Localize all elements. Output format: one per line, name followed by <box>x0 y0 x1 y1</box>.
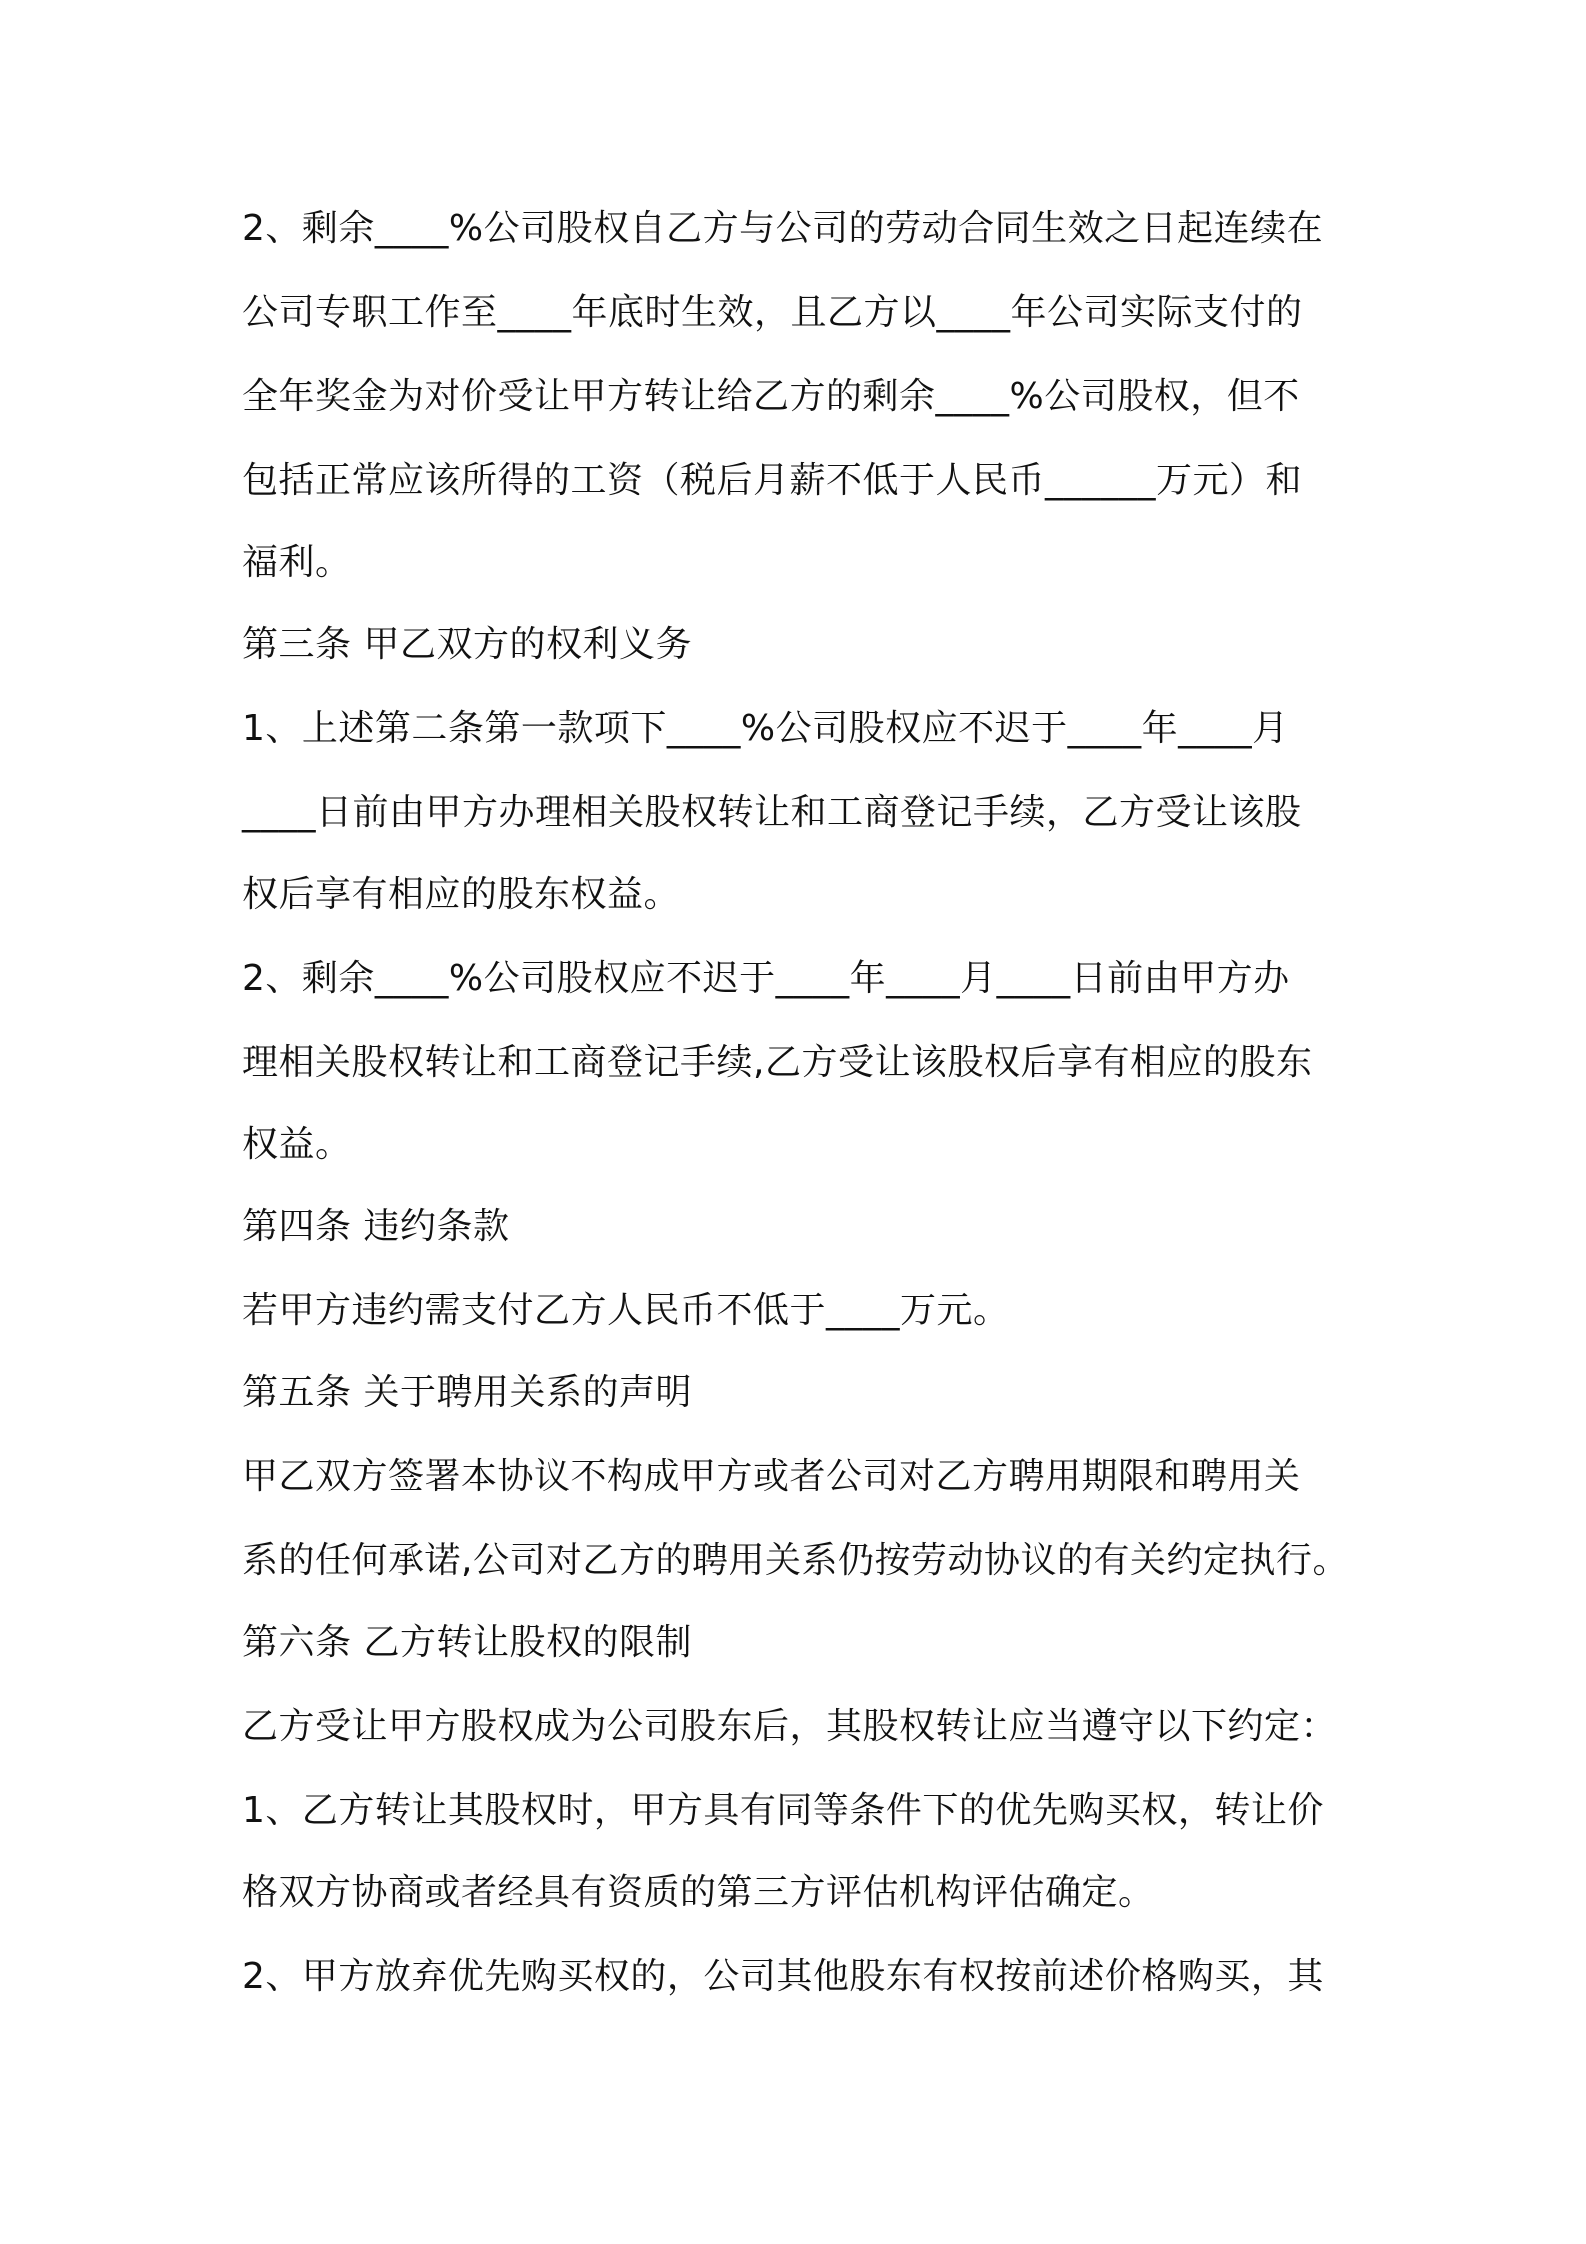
paragraph-line: 2、剩余____%公司股权应不迟于____年____月____日前由甲方办 <box>242 958 1290 999</box>
paragraph-line: 权后享有相应的股东权益。 <box>242 874 681 915</box>
paragraph-line: 若甲方违约需支付乙方人民币不低于____万元。 <box>242 1290 1010 1331</box>
paragraph-line: 甲乙双方签署本协议不构成甲方或者公司对乙方聘用期限和聘用关 <box>242 1456 1301 1497</box>
section-heading: 第三条 甲乙双方的权利义务 <box>242 624 692 665</box>
paragraph-line: 2、剩余____%公司股权自乙方与公司的劳动合同生效之日起连续在 <box>242 208 1324 249</box>
section-heading: 第六条 乙方转让股权的限制 <box>242 1622 692 1663</box>
paragraph-line: 全年奖金为对价受让甲方转让给乙方的剩余____%公司股权，但不 <box>242 376 1300 417</box>
paragraph-line: 系的任何承诺,公司对乙方的聘用关系仍按劳动协议的有关约定执行。 <box>242 1540 1349 1581</box>
paragraph-line: 公司专职工作至____年底时生效，且乙方以____年公司实际支付的 <box>242 292 1303 333</box>
section-heading: 第四条 违约条款 <box>242 1206 510 1247</box>
paragraph-line: 1、乙方转让其股权时，甲方具有同等条件下的优先购买权，转让价 <box>242 1790 1324 1831</box>
paragraph-line: 格双方协商或者经具有资质的第三方评估机构评估确定。 <box>242 1872 1155 1913</box>
paragraph-line: 乙方受让甲方股权成为公司股东后，其股权转让应当遵守以下约定： <box>242 1706 1338 1747</box>
paragraph-line: 2、甲方放弃优先购买权的，公司其他股东有权按前述价格购买，其 <box>242 1956 1324 1997</box>
paragraph-line: 理相关股权转让和工商登记手续,乙方受让该股权后享有相应的股东 <box>242 1042 1313 1083</box>
paragraph-line: 1、上述第二条第一款项下____%公司股权应不迟于____年____月 <box>242 708 1289 749</box>
paragraph-line: ____日前由甲方办理相关股权转让和工商登记手续，乙方受让该股 <box>242 792 1302 833</box>
paragraph-line: 福利。 <box>242 542 352 583</box>
paragraph-line: 权益。 <box>242 1124 352 1165</box>
section-heading: 第五条 关于聘用关系的声明 <box>242 1372 692 1413</box>
paragraph-line: 包括正常应该所得的工资（税后月薪不低于人民币______万元）和 <box>242 460 1303 501</box>
